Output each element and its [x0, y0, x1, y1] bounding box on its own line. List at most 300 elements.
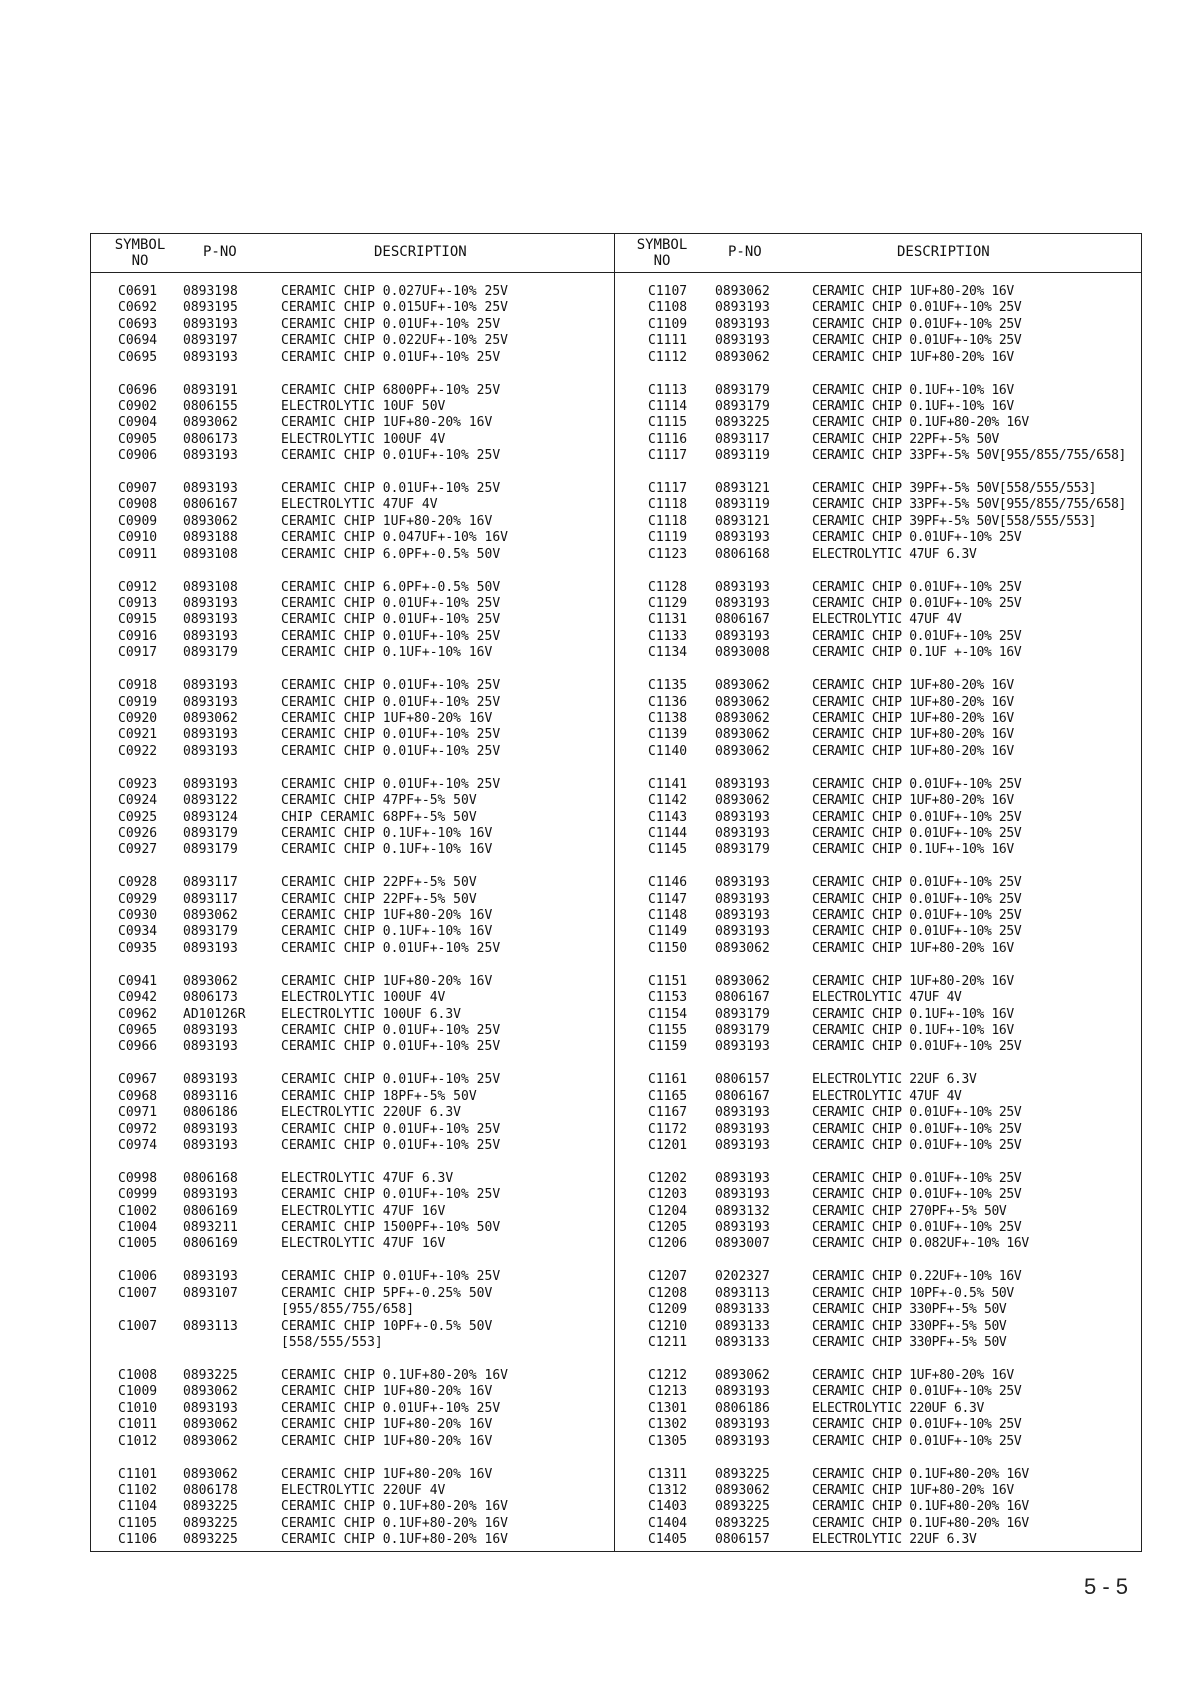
part-number-cell: 0893193 [183, 1121, 238, 1137]
description-cell: CERAMIC CHIP 5PF+-0.25% 50V [281, 1285, 493, 1301]
description-cell: CERAMIC CHIP 0.1UF+80-20% 16V [281, 1368, 508, 1384]
symbol-cell: C0966 [118, 1039, 158, 1055]
description-cell: CERAMIC CHIP 1UF+80-20% 16V [812, 743, 1014, 759]
symbol-cell: C0915 [118, 612, 158, 628]
row-group [91, 678, 614, 760]
part-number-cell: 0806173 [183, 431, 238, 447]
part-number-cell: 0893062 [715, 1482, 770, 1498]
description-cell: CERAMIC CHIP 6800PF+-10% 25V [281, 382, 501, 398]
part-number-cell: 0893179 [183, 825, 238, 841]
part-number-cell: AD10126R [183, 1006, 246, 1022]
symbol-cell: C0962 [118, 1006, 158, 1022]
part-number-cell: 0893179 [715, 398, 770, 414]
table-row [615, 1007, 1141, 1023]
description-cell: CERAMIC CHIP 6.0PF+-0.5% 50V [281, 579, 501, 595]
symbol-cell: C1138 [648, 710, 688, 726]
table-row [615, 1467, 1141, 1483]
description-cell: CERAMIC CHIP 33PF+-5% 50V[955/855/755/658] [812, 448, 1127, 464]
description-cell: [955/855/755/658] [281, 1302, 415, 1318]
table-row [615, 1286, 1141, 1302]
description-cell: CERAMIC CHIP 1UF+80-20% 16V [812, 727, 1014, 743]
table-row [91, 284, 614, 300]
symbol-cell: C1118 [648, 497, 688, 513]
table-row [615, 645, 1141, 661]
symbol-cell: C0691 [118, 284, 158, 299]
part-number-cell: 0893193 [715, 316, 770, 332]
symbol-cell: C1004 [118, 1220, 158, 1236]
part-number-cell: 0893193 [715, 908, 770, 924]
table-row [615, 300, 1141, 316]
symbol-cell: C1312 [648, 1482, 688, 1498]
table-row [91, 645, 614, 661]
symbol-cell: C1404 [648, 1515, 688, 1531]
symbol-cell: C1203 [648, 1187, 688, 1203]
left-column [91, 234, 614, 1551]
header-pno: P-NO [728, 244, 762, 260]
part-number-cell: 0893193 [183, 349, 238, 365]
table-row [615, 1138, 1141, 1154]
row-group [91, 777, 614, 859]
table-row [615, 629, 1141, 645]
description-cell: CERAMIC CHIP 1UF+80-20% 16V [812, 1482, 1014, 1498]
description-cell: CERAMIC CHIP 0.01UF+-10% 25V [812, 628, 1022, 644]
table-row [615, 284, 1141, 300]
part-number-cell: 0893225 [715, 415, 770, 431]
part-number-cell: 0893113 [715, 1285, 770, 1301]
table-row [615, 727, 1141, 743]
part-number-cell: 0893062 [183, 710, 238, 726]
part-number-cell: 0806167 [715, 990, 770, 1006]
symbol-cell: C0696 [118, 382, 158, 398]
symbol-cell: C1123 [648, 546, 688, 562]
table-header [91, 234, 614, 273]
part-number-cell: 0893193 [183, 694, 238, 710]
description-cell: CERAMIC CHIP 0.1UF+-10% 16V [812, 1023, 1014, 1038]
symbol-cell: C1311 [648, 1466, 688, 1482]
symbol-cell: C1212 [648, 1368, 688, 1384]
part-number-cell: 0893225 [715, 1515, 770, 1531]
part-number-cell: 0893062 [183, 908, 238, 924]
table-row [615, 1269, 1141, 1285]
description-cell: CERAMIC CHIP 1UF+80-20% 16V [812, 694, 1014, 710]
part-number-cell: 0893062 [183, 513, 238, 529]
table-row [615, 1516, 1141, 1532]
symbol-cell: C1007 [118, 1318, 158, 1334]
description-cell: CERAMIC CHIP 0.1UF+80-20% 16V [281, 1532, 508, 1548]
description-cell: CERAMIC CHIP 33PF+-5% 50V[955/855/755/658] [812, 497, 1127, 513]
description-cell: CERAMIC CHIP 0.01UF+-10% 25V [812, 908, 1022, 924]
description-cell: CERAMIC CHIP 1UF+80-20% 16V [812, 940, 1014, 956]
symbol-cell: C1117 [648, 448, 688, 464]
table-row [615, 1483, 1141, 1499]
symbol-cell: C1147 [648, 891, 688, 907]
symbol-cell: C1114 [648, 398, 688, 414]
symbol-cell: C1111 [648, 333, 688, 349]
description-cell: CERAMIC CHIP 0.01UF+-10% 25V [812, 1121, 1022, 1137]
part-number-cell: 0893062 [715, 694, 770, 710]
part-number-cell: 0806173 [183, 990, 238, 1006]
part-number-cell: 0893193 [715, 1105, 770, 1121]
description-cell: CERAMIC CHIP 0.01UF+-10% 25V [281, 1023, 501, 1038]
part-number-cell: 0893193 [183, 1039, 238, 1055]
description-cell: ELECTROLYTIC 47UF 4V [812, 1088, 962, 1104]
description-cell: CERAMIC CHIP 0.01UF+-10% 25V [281, 1137, 501, 1153]
part-number-cell: 0893225 [183, 1499, 238, 1515]
symbol-cell: C1201 [648, 1137, 688, 1153]
table-row [91, 1434, 614, 1450]
part-number-cell: 0893193 [715, 891, 770, 907]
description-cell: CERAMIC CHIP 330PF+-5% 50V [812, 1318, 1007, 1334]
description-cell: CERAMIC CHIP 0.01UF+-10% 25V [281, 316, 501, 332]
part-number-cell: 0806167 [715, 612, 770, 628]
description-cell: ELECTROLYTIC 47UF 16V [281, 1203, 446, 1219]
table-row [91, 842, 614, 858]
description-cell: ELECTROLYTIC 100UF 4V [281, 431, 446, 447]
table-row [615, 777, 1141, 793]
part-number-cell: 0806157 [715, 1532, 770, 1548]
description-cell: CHIP CERAMIC 68PF+-5% 50V [281, 809, 477, 825]
table-row [615, 1236, 1141, 1252]
part-number-cell: 0893062 [715, 940, 770, 956]
symbol-cell: C1141 [648, 776, 688, 792]
part-number-cell: 0893062 [715, 743, 770, 759]
part-number-cell: 0893062 [183, 1384, 238, 1400]
table-row [615, 1384, 1141, 1400]
symbol-cell: C1204 [648, 1203, 688, 1219]
symbol-cell: C1104 [118, 1499, 158, 1515]
description-cell: CERAMIC CHIP 0.01UF+-10% 25V [281, 776, 501, 792]
symbol-cell: C1136 [648, 694, 688, 710]
table-row [91, 333, 614, 349]
description-cell: CERAMIC CHIP 0.1UF+80-20% 16V [812, 1466, 1029, 1482]
description-cell: CERAMIC CHIP 0.1UF+-10% 16V [812, 842, 1014, 858]
header-no: NO [131, 253, 149, 269]
description-cell: CERAMIC CHIP 22PF+-5% 50V [281, 891, 477, 907]
table-row [91, 399, 614, 415]
table-row [91, 1532, 614, 1548]
part-number-cell: 0893193 [715, 596, 770, 612]
description-cell: CERAMIC CHIP 18PF+-5% 50V [281, 1088, 477, 1104]
row-group [91, 1368, 614, 1450]
table-row [615, 1532, 1141, 1548]
symbol-cell: C0695 [118, 349, 158, 365]
description-cell: CERAMIC CHIP 0.01UF+-10% 25V [281, 1187, 501, 1203]
symbol-cell: C0934 [118, 924, 158, 940]
description-cell: CERAMIC CHIP 0.01UF+-10% 25V [812, 1384, 1022, 1400]
part-number-cell: 0893193 [715, 1187, 770, 1203]
table-row [615, 1204, 1141, 1220]
table-row [615, 481, 1141, 497]
table-row [615, 350, 1141, 366]
header-description: DESCRIPTION [897, 244, 990, 260]
description-cell: CERAMIC CHIP 1UF+80-20% 16V [281, 973, 493, 989]
table-row [91, 1467, 614, 1483]
symbol-cell: C1128 [648, 579, 688, 595]
part-number-cell: 0893117 [715, 431, 770, 447]
part-number-cell: 0806186 [715, 1400, 770, 1416]
part-number-cell: 0893193 [183, 727, 238, 743]
description-cell: CERAMIC CHIP 0.01UF+-10% 25V [812, 776, 1022, 792]
table-row [91, 908, 614, 924]
table-row [615, 678, 1141, 694]
header-symbol-no [105, 237, 175, 269]
part-number-cell: 0893198 [183, 284, 238, 299]
description-cell: CERAMIC CHIP 0.01UF+-10% 25V [281, 349, 501, 365]
part-number-cell: 0893008 [715, 645, 770, 661]
part-number-cell: 0893188 [183, 530, 238, 546]
description-cell: CERAMIC CHIP 0.01UF+-10% 25V [812, 596, 1022, 612]
part-number-cell: 0893193 [715, 1220, 770, 1236]
part-number-cell: 0893193 [715, 1039, 770, 1055]
table-row [615, 1319, 1141, 1335]
symbol-cell: C1142 [648, 793, 688, 809]
table-row [615, 1039, 1141, 1055]
row-group [615, 777, 1141, 859]
description-cell: CERAMIC CHIP 1UF+80-20% 16V [812, 973, 1014, 989]
description-cell: ELECTROLYTIC 22UF 6.3V [812, 1532, 977, 1548]
table-row [615, 1335, 1141, 1351]
description-cell: CERAMIC CHIP 0.01UF+-10% 25V [812, 333, 1022, 349]
table-row [615, 1122, 1141, 1138]
description-cell: CERAMIC CHIP 0.1UF+80-20% 16V [812, 415, 1029, 431]
table-row [91, 596, 614, 612]
part-number-cell: 0893193 [715, 1121, 770, 1137]
part-number-cell: 0893193 [183, 448, 238, 464]
part-number-cell: 0893225 [183, 1368, 238, 1384]
description-cell: CERAMIC CHIP 0.027UF+-10% 25V [281, 284, 508, 299]
table-row [615, 448, 1141, 464]
description-cell: CERAMIC CHIP 0.01UF+-10% 25V [812, 875, 1022, 891]
description-cell: CERAMIC CHIP 0.01UF+-10% 25V [812, 1039, 1022, 1055]
description-cell: CERAMIC CHIP 0.1UF+-10% 16V [812, 398, 1014, 414]
part-number-cell: 0893062 [183, 415, 238, 431]
symbol-cell: C1405 [648, 1532, 688, 1548]
symbol-cell: C0965 [118, 1023, 158, 1038]
description-cell: CERAMIC CHIP 0.01UF+-10% 25V [812, 825, 1022, 841]
row-group [615, 580, 1141, 662]
part-number-cell: 0893007 [715, 1236, 770, 1252]
symbol-cell: C1108 [648, 300, 688, 316]
table-row [91, 892, 614, 908]
right-rows [615, 284, 1141, 1565]
table-row [91, 547, 614, 563]
symbol-cell: C1116 [648, 431, 688, 447]
table-row [91, 826, 614, 842]
table-row [615, 842, 1141, 858]
row-group [615, 974, 1141, 1056]
table-row [91, 1368, 614, 1384]
description-cell: CERAMIC CHIP 0.1UF+80-20% 16V [812, 1499, 1029, 1515]
header-description: DESCRIPTION [374, 244, 467, 260]
symbol-cell: C0968 [118, 1088, 158, 1104]
page-number: 5 - 5 [1084, 1574, 1129, 1599]
description-cell: CERAMIC CHIP 39PF+-5% 50V[558/555/553] [812, 513, 1097, 529]
description-cell: CERAMIC CHIP 0.1UF+-10% 16V [281, 825, 493, 841]
description-cell: CERAMIC CHIP 1UF+80-20% 16V [812, 349, 1014, 365]
part-number-cell: 0893193 [715, 628, 770, 644]
part-number-cell: 0893062 [715, 284, 770, 299]
symbol-cell: C1149 [648, 924, 688, 940]
table-row [615, 1187, 1141, 1203]
part-number-cell: 0893133 [715, 1335, 770, 1351]
symbol-cell: C1206 [648, 1236, 688, 1252]
symbol-cell: C1107 [648, 284, 688, 299]
symbol-cell: C0911 [118, 546, 158, 562]
description-cell: CERAMIC CHIP 0.1UF+-10% 16V [281, 924, 493, 940]
description-cell: ELECTROLYTIC 47UF 4V [812, 612, 962, 628]
description-cell: CERAMIC CHIP 0.22UF+-10% 16V [812, 1269, 1022, 1285]
description-cell: CERAMIC CHIP 0.022UF+-10% 25V [281, 333, 508, 349]
description-cell: CERAMIC CHIP 10PF+-0.5% 50V [281, 1318, 493, 1334]
symbol-cell: C1302 [648, 1417, 688, 1433]
row-group [615, 383, 1141, 465]
table-row [615, 415, 1141, 431]
table-row [615, 1171, 1141, 1187]
symbol-cell: C1106 [118, 1532, 158, 1548]
table-row [91, 1220, 614, 1236]
description-cell: CERAMIC CHIP 1UF+80-20% 16V [812, 710, 1014, 726]
part-number-cell: 0893113 [183, 1318, 238, 1334]
table-row [615, 1401, 1141, 1417]
symbol-cell: C0920 [118, 710, 158, 726]
part-number-cell: 0893225 [715, 1499, 770, 1515]
table-row [91, 1007, 614, 1023]
description-cell: CERAMIC CHIP 0.01UF+-10% 25V [812, 579, 1022, 595]
symbol-cell: C1102 [118, 1482, 158, 1498]
description-cell: CERAMIC CHIP 1UF+80-20% 16V [812, 284, 1014, 299]
symbol-cell: C1119 [648, 530, 688, 546]
table-row [91, 1384, 614, 1400]
description-cell: CERAMIC CHIP 270PF+-5% 50V [812, 1203, 1007, 1219]
table-row [615, 333, 1141, 349]
table-row [91, 300, 614, 316]
symbol-cell: C0694 [118, 333, 158, 349]
description-cell: CERAMIC CHIP 0.015UF+-10% 25V [281, 300, 508, 316]
symbol-cell: C0927 [118, 842, 158, 858]
table-row [91, 810, 614, 826]
symbol-cell: C1139 [648, 727, 688, 743]
table-row [91, 1269, 614, 1285]
part-number-cell: 0893062 [183, 1466, 238, 1482]
table-row [615, 810, 1141, 826]
symbol-cell: C1117 [648, 481, 688, 497]
part-number-cell: 0893117 [183, 875, 238, 891]
part-number-cell: 0893133 [715, 1302, 770, 1318]
table-row [91, 1187, 614, 1203]
table-row [91, 974, 614, 990]
part-number-cell: 0202327 [715, 1269, 770, 1285]
symbol-cell: C0935 [118, 940, 158, 956]
symbol-cell: C1007 [118, 1285, 158, 1301]
symbol-cell: C1008 [118, 1368, 158, 1384]
table-row [91, 629, 614, 645]
symbol-cell: C1202 [648, 1170, 688, 1186]
part-number-cell: 0893193 [183, 1400, 238, 1416]
part-number-cell: 0893193 [715, 333, 770, 349]
table-row [91, 744, 614, 760]
symbol-cell: C1006 [118, 1269, 158, 1285]
symbol-cell: C1011 [118, 1417, 158, 1433]
description-cell: CERAMIC CHIP 0.01UF+-10% 25V [281, 727, 501, 743]
part-number-cell: 0893193 [715, 875, 770, 891]
row-group [615, 678, 1141, 760]
symbol-cell: C1172 [648, 1121, 688, 1137]
table-row [91, 481, 614, 497]
symbol-cell: C0923 [118, 776, 158, 792]
table-row [91, 1138, 614, 1154]
row-group [615, 481, 1141, 563]
table-row [91, 875, 614, 891]
description-cell: CERAMIC CHIP 0.01UF+-10% 25V [812, 300, 1022, 316]
table-row [91, 1039, 614, 1055]
part-number-cell: 0893116 [183, 1088, 238, 1104]
symbol-cell: C1012 [118, 1433, 158, 1449]
description-cell: CERAMIC CHIP 0.01UF+-10% 25V [281, 481, 501, 497]
symbol-cell: C1167 [648, 1105, 688, 1121]
part-number-cell: 0893062 [715, 793, 770, 809]
symbol-cell: C0916 [118, 628, 158, 644]
symbol-cell: C1165 [648, 1088, 688, 1104]
table-row [91, 1335, 614, 1351]
part-number-cell: 0893211 [183, 1220, 238, 1236]
description-cell: CERAMIC CHIP 1UF+80-20% 16V [281, 513, 493, 529]
part-number-cell: 0806167 [715, 1088, 770, 1104]
table-row [615, 695, 1141, 711]
part-number-cell: 0893193 [183, 481, 238, 497]
description-cell: CERAMIC CHIP 0.01UF+-10% 25V [812, 1105, 1022, 1121]
part-number-cell: 0893119 [715, 448, 770, 464]
table-row [615, 711, 1141, 727]
description-cell: CERAMIC CHIP 1UF+80-20% 16V [281, 908, 493, 924]
table-row [615, 612, 1141, 628]
row-group [91, 875, 614, 957]
row-group [615, 1269, 1141, 1351]
description-cell: CERAMIC CHIP 0.01UF+-10% 25V [812, 316, 1022, 332]
description-cell: CERAMIC CHIP 0.1UF+-10% 16V [281, 645, 493, 661]
part-number-cell: 0893225 [183, 1532, 238, 1548]
description-cell: ELECTROLYTIC 47UF 16V [281, 1236, 446, 1252]
description-cell: CERAMIC CHIP 47PF+-5% 50V [281, 793, 477, 809]
symbol-cell: C1161 [648, 1072, 688, 1088]
description-cell: CERAMIC CHIP 0.01UF+-10% 25V [281, 1121, 501, 1137]
description-cell: CERAMIC CHIP 1UF+80-20% 16V [812, 678, 1014, 694]
description-cell: CERAMIC CHIP 0.082UF+-10% 16V [812, 1236, 1029, 1252]
description-cell: CERAMIC CHIP 0.01UF+-10% 25V [812, 809, 1022, 825]
symbol-cell: C0922 [118, 743, 158, 759]
symbol-cell: C1113 [648, 382, 688, 398]
symbol-cell: C0925 [118, 809, 158, 825]
part-number-cell: 0893062 [183, 1417, 238, 1433]
table-row [91, 432, 614, 448]
description-cell: CERAMIC CHIP 0.01UF+-10% 25V [281, 1269, 501, 1285]
symbol-cell: C1155 [648, 1023, 688, 1038]
symbol-cell: C1143 [648, 809, 688, 825]
symbol-cell: C0693 [118, 316, 158, 332]
table-row [91, 350, 614, 366]
table-row [615, 514, 1141, 530]
symbol-cell: C1146 [648, 875, 688, 891]
table-row [615, 1368, 1141, 1384]
row-group [91, 284, 614, 366]
table-row [615, 990, 1141, 1006]
table-row [91, 777, 614, 793]
part-number-cell: 0893062 [715, 678, 770, 694]
symbol-cell: C1112 [648, 349, 688, 365]
description-cell: CERAMIC CHIP 0.1UF+80-20% 16V [281, 1499, 508, 1515]
symbol-cell: C0967 [118, 1072, 158, 1088]
description-cell: CERAMIC CHIP 1UF+80-20% 16V [281, 1384, 493, 1400]
part-number-cell: 0893062 [183, 1433, 238, 1449]
